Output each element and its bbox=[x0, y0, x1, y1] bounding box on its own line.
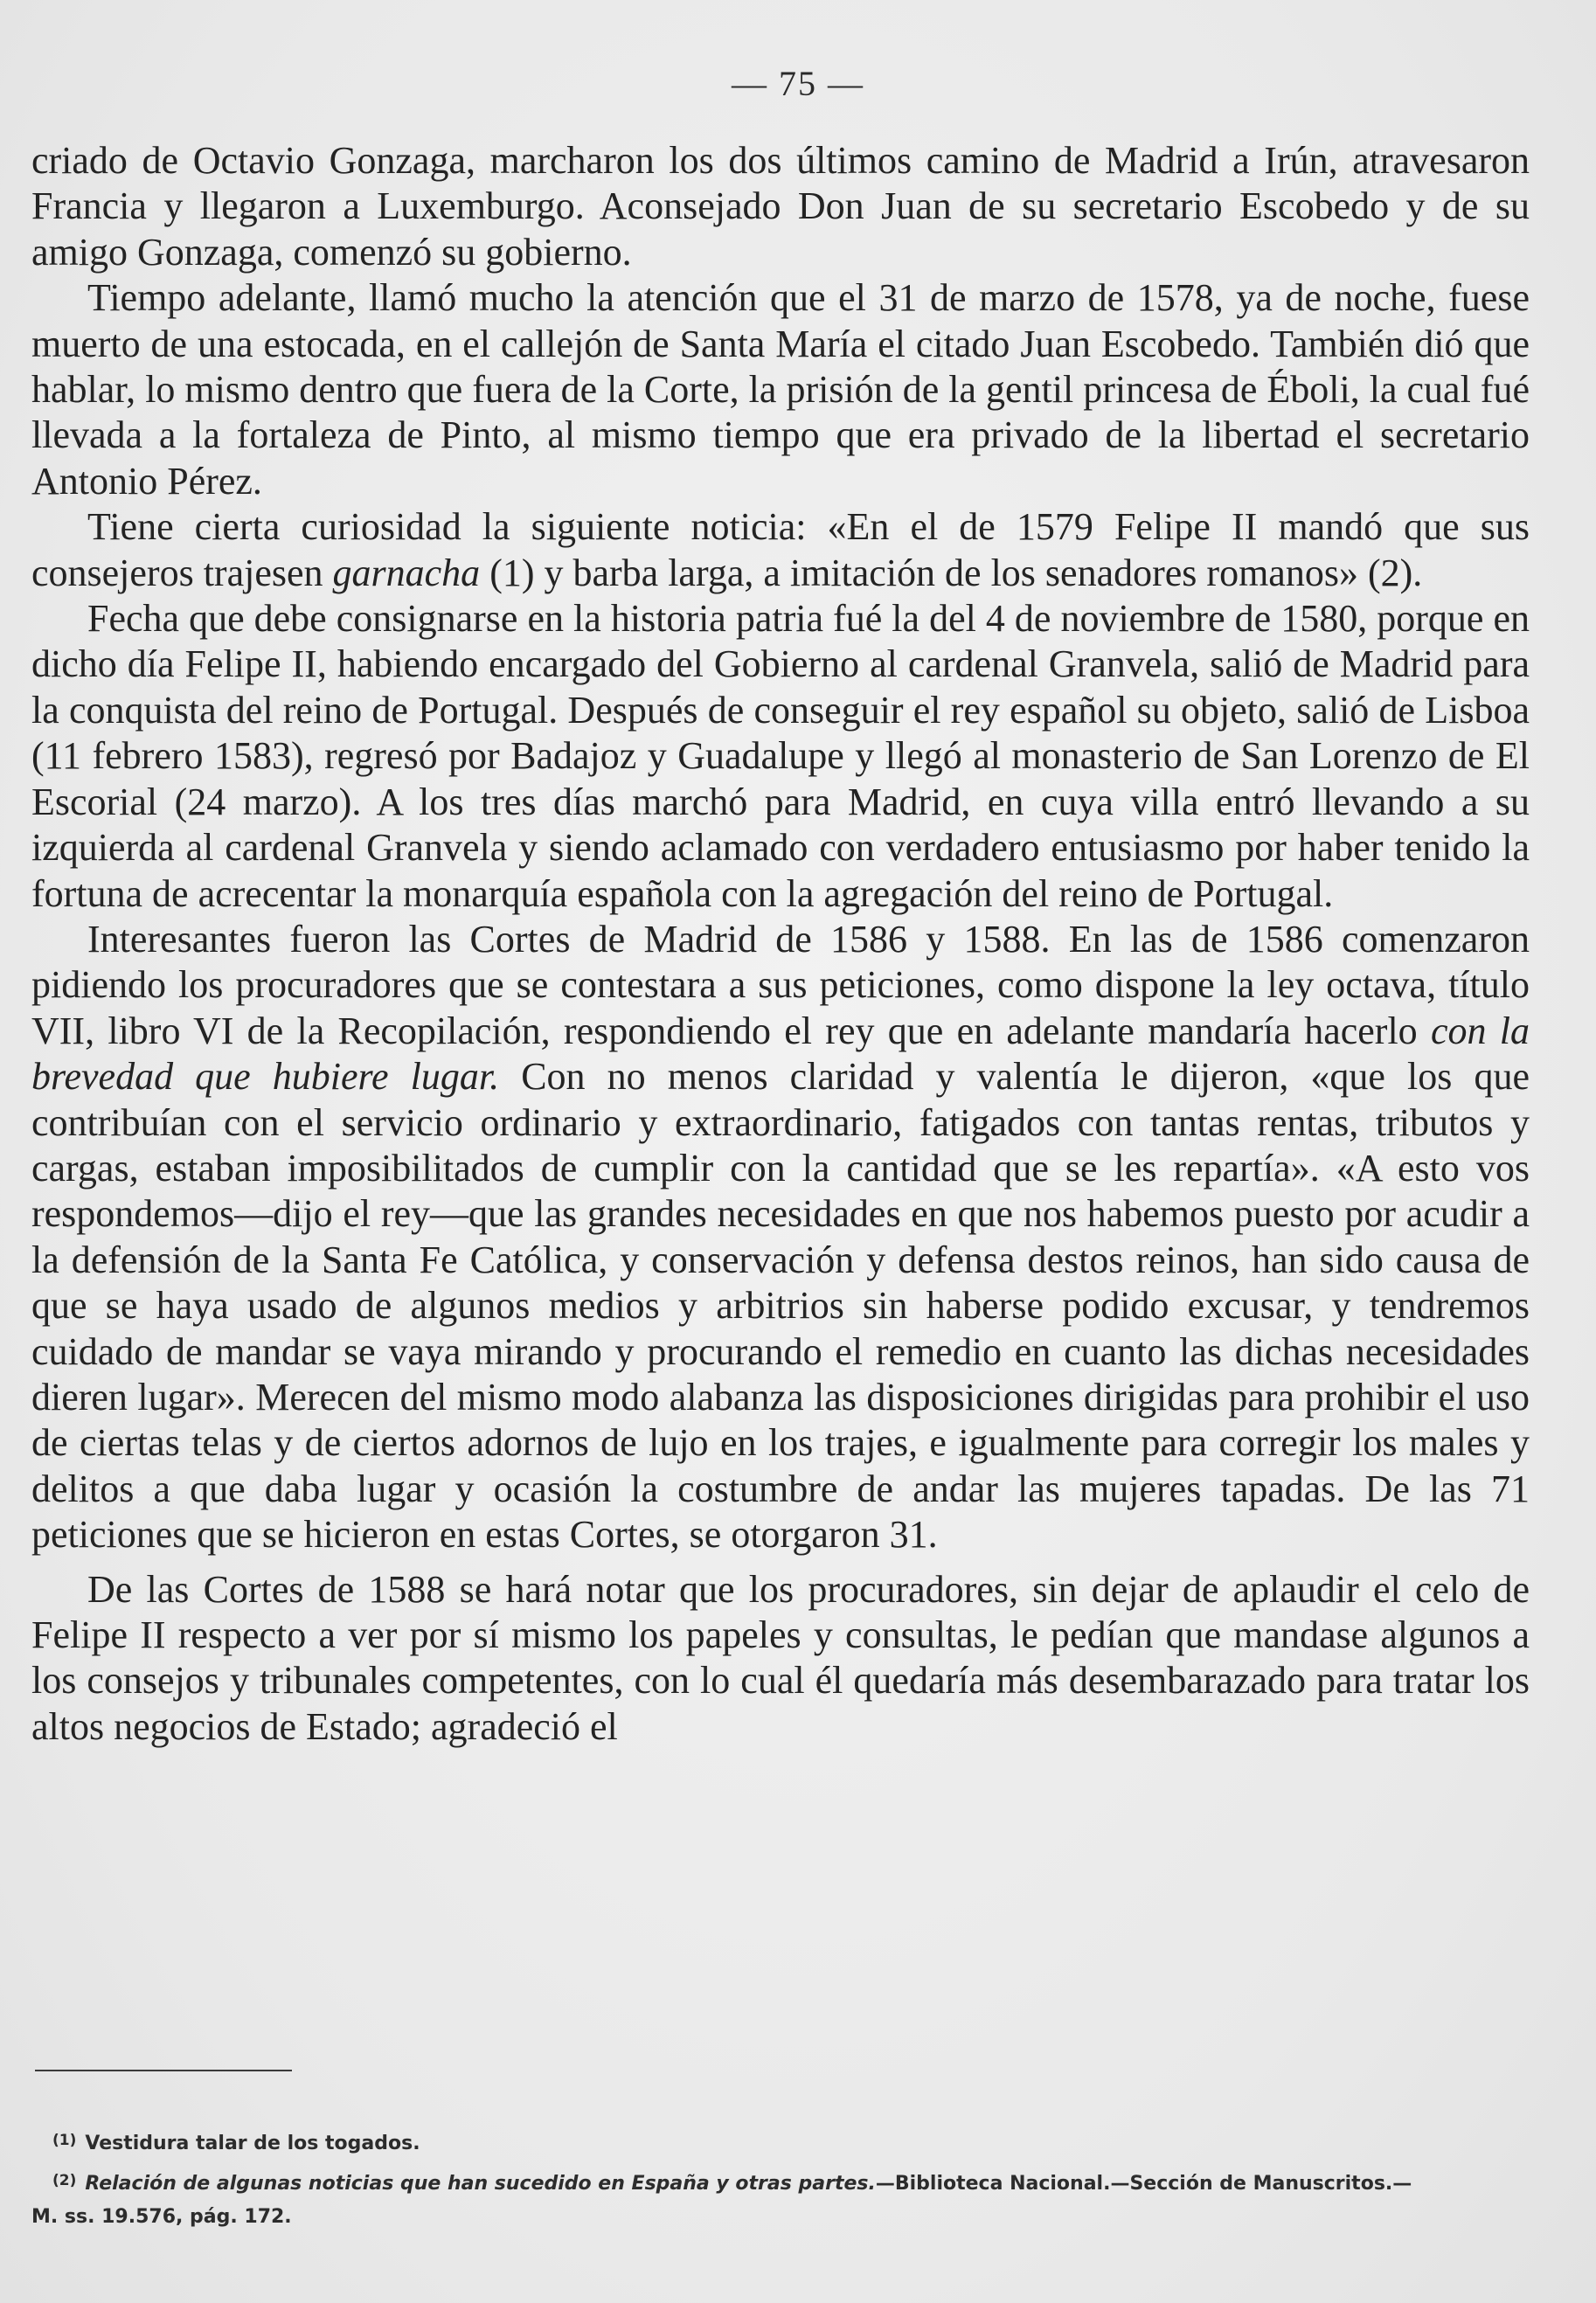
paragraph-5 bbox=[31, 917, 1530, 1558]
body-text bbox=[31, 138, 1530, 1750]
paragraph-4: Fecha que debe consignarse en la historia patria fué la del 4 de noviembre de 1580, porque en dicho día Felipe II, habiendo encargado del Gobierno al cardenal Granvela, salió de Madrid para la conquista del reino de Portugal. Después de conseguir el rey español su objeto, salió de Lisboa (11 febrero 1583), regresó por Badajoz y Guadalupe y llegó al monasterio de San Lorenzo de El Escorial (24 marzo). A los tres días marchó para Madrid, en cuya villa entró llevando a su izquierda al cardenal Granvela y siendo aclamado con verdadero entusiasmo por haber tenido la fortuna de acrecentar la monarquía española con la agregación del reino de Portugal. bbox=[31, 597, 1530, 915]
paragraph-5-italic: con la brevedad que hubiere lugar. bbox=[31, 1009, 1530, 1099]
footnote-2-continuation: M. ss. 19.576, pág. 172. bbox=[31, 2206, 292, 2228]
footnote-2-mark: (2) bbox=[52, 2172, 77, 2189]
footnote-1 bbox=[31, 2122, 1530, 2162]
footnote-2 bbox=[31, 2162, 1530, 2202]
paragraph-6: De las Cortes de 1588 se hará notar que los procuradores, sin dejar de aplaudir el celo de Felipe II respecto a ver por sí mismo los papeles y consultas, le pedían que mandase algunos a los consejos y tribunales competentes, con lo cual él quedaría más desembarazado para tratar los altos negocios de Estado; agradeció el bbox=[31, 1567, 1530, 1748]
paragraph-1: criado de Octavio Gonzaga, marcharon los dos últimos camino de Madrid a Irún, atravesaron Francia y llegaron a Luxemburgo. Aconsejado Don Juan de su secretario Escobedo y de su amigo Gonzaga, comenzó su gobierno. bbox=[31, 139, 1530, 274]
paragraph-5-text-b: Con no menos claridad y valentía le dijeron, «que los que contribuían con el servicio ordinario y extraordinario, fatigados con tantas rentas, tributos y cargas, estaban imposibilitados de cumplir con la cantidad que se les repartía». «A esto vos respondemos—dijo el rey—que las grandes necesidades en que nos habemos puesto por acudir a la defensión de la Santa Fe Católica, y conservación y defensa destos reinos, han sido causa de que se haya usado de algunos medios y arbitrios sin haberse podido excusar, y tendremos cuidado de mandar se vaya mirando y procurando el remedio en cuanto las dichas necesidades dieren lugar». Merecen del mismo modo alabanza las disposiciones dirigidas para prohibir el uso de ciertas telas y de ciertos adornos de lujo en los trajes, e igualmente para corregir los males y delitos a que daba lugar y ocasión la costumbre de andar las mujeres tapadas. De las 71 peticiones que se hicieron en estas Cortes, se otorgaron 31. bbox=[31, 1055, 1530, 1557]
paragraph-3-italic: garnacha bbox=[332, 551, 481, 594]
footnote-1-mark: (1) bbox=[52, 2132, 77, 2149]
paragraph-3-text-a: Tiene cierta curiosidad la siguiente noticia: «En el de 1579 Felipe II mandó que sus consejeros trajesen bbox=[31, 505, 1530, 594]
paragraph-5-text-a: Interesantes fueron las Cortes de Madrid de 1586 y 1588. En las de 1586 comenzaron pidiendo los procuradores que se contestara a sus peticiones, como dispone la ley octava, título VII, libro VI de la Recopilación, respondiendo el rey que en adelante mandaría hacerlo bbox=[31, 917, 1530, 1052]
footnote-divider bbox=[35, 2070, 292, 2071]
paragraph-3 bbox=[31, 504, 1530, 596]
footnote-1-text: Vestidura talar de los togados. bbox=[85, 2133, 420, 2154]
footnote-2-text: —Biblioteca Nacional.—Sección de Manuscritos.— bbox=[875, 2173, 1412, 2195]
page-number: — 75 — bbox=[732, 64, 864, 103]
footnote-2-italic: Relación de algunas noticias que han sucedido en España y otras partes. bbox=[85, 2173, 876, 2195]
paragraph-2: Tiempo adelante, llamó mucho la atención que el 31 de marzo de 1578, ya de noche, fuese muerto de una estocada, en el callejón de Santa María el citado Juan Escobedo. También dió que hablar, lo mismo dentro que fuera de la Corte, la prisión de la gentil princesa de Éboli, la cual fué llevada a la fortaleza de Pinto, al mismo tiempo que era privado de la libertad el secretario Antonio Pérez. bbox=[31, 276, 1530, 503]
footnotes bbox=[31, 2122, 1530, 2236]
paragraph-3-text-b: (1) y barba larga, a imitación de los senadores romanos» (2). bbox=[480, 551, 1423, 594]
